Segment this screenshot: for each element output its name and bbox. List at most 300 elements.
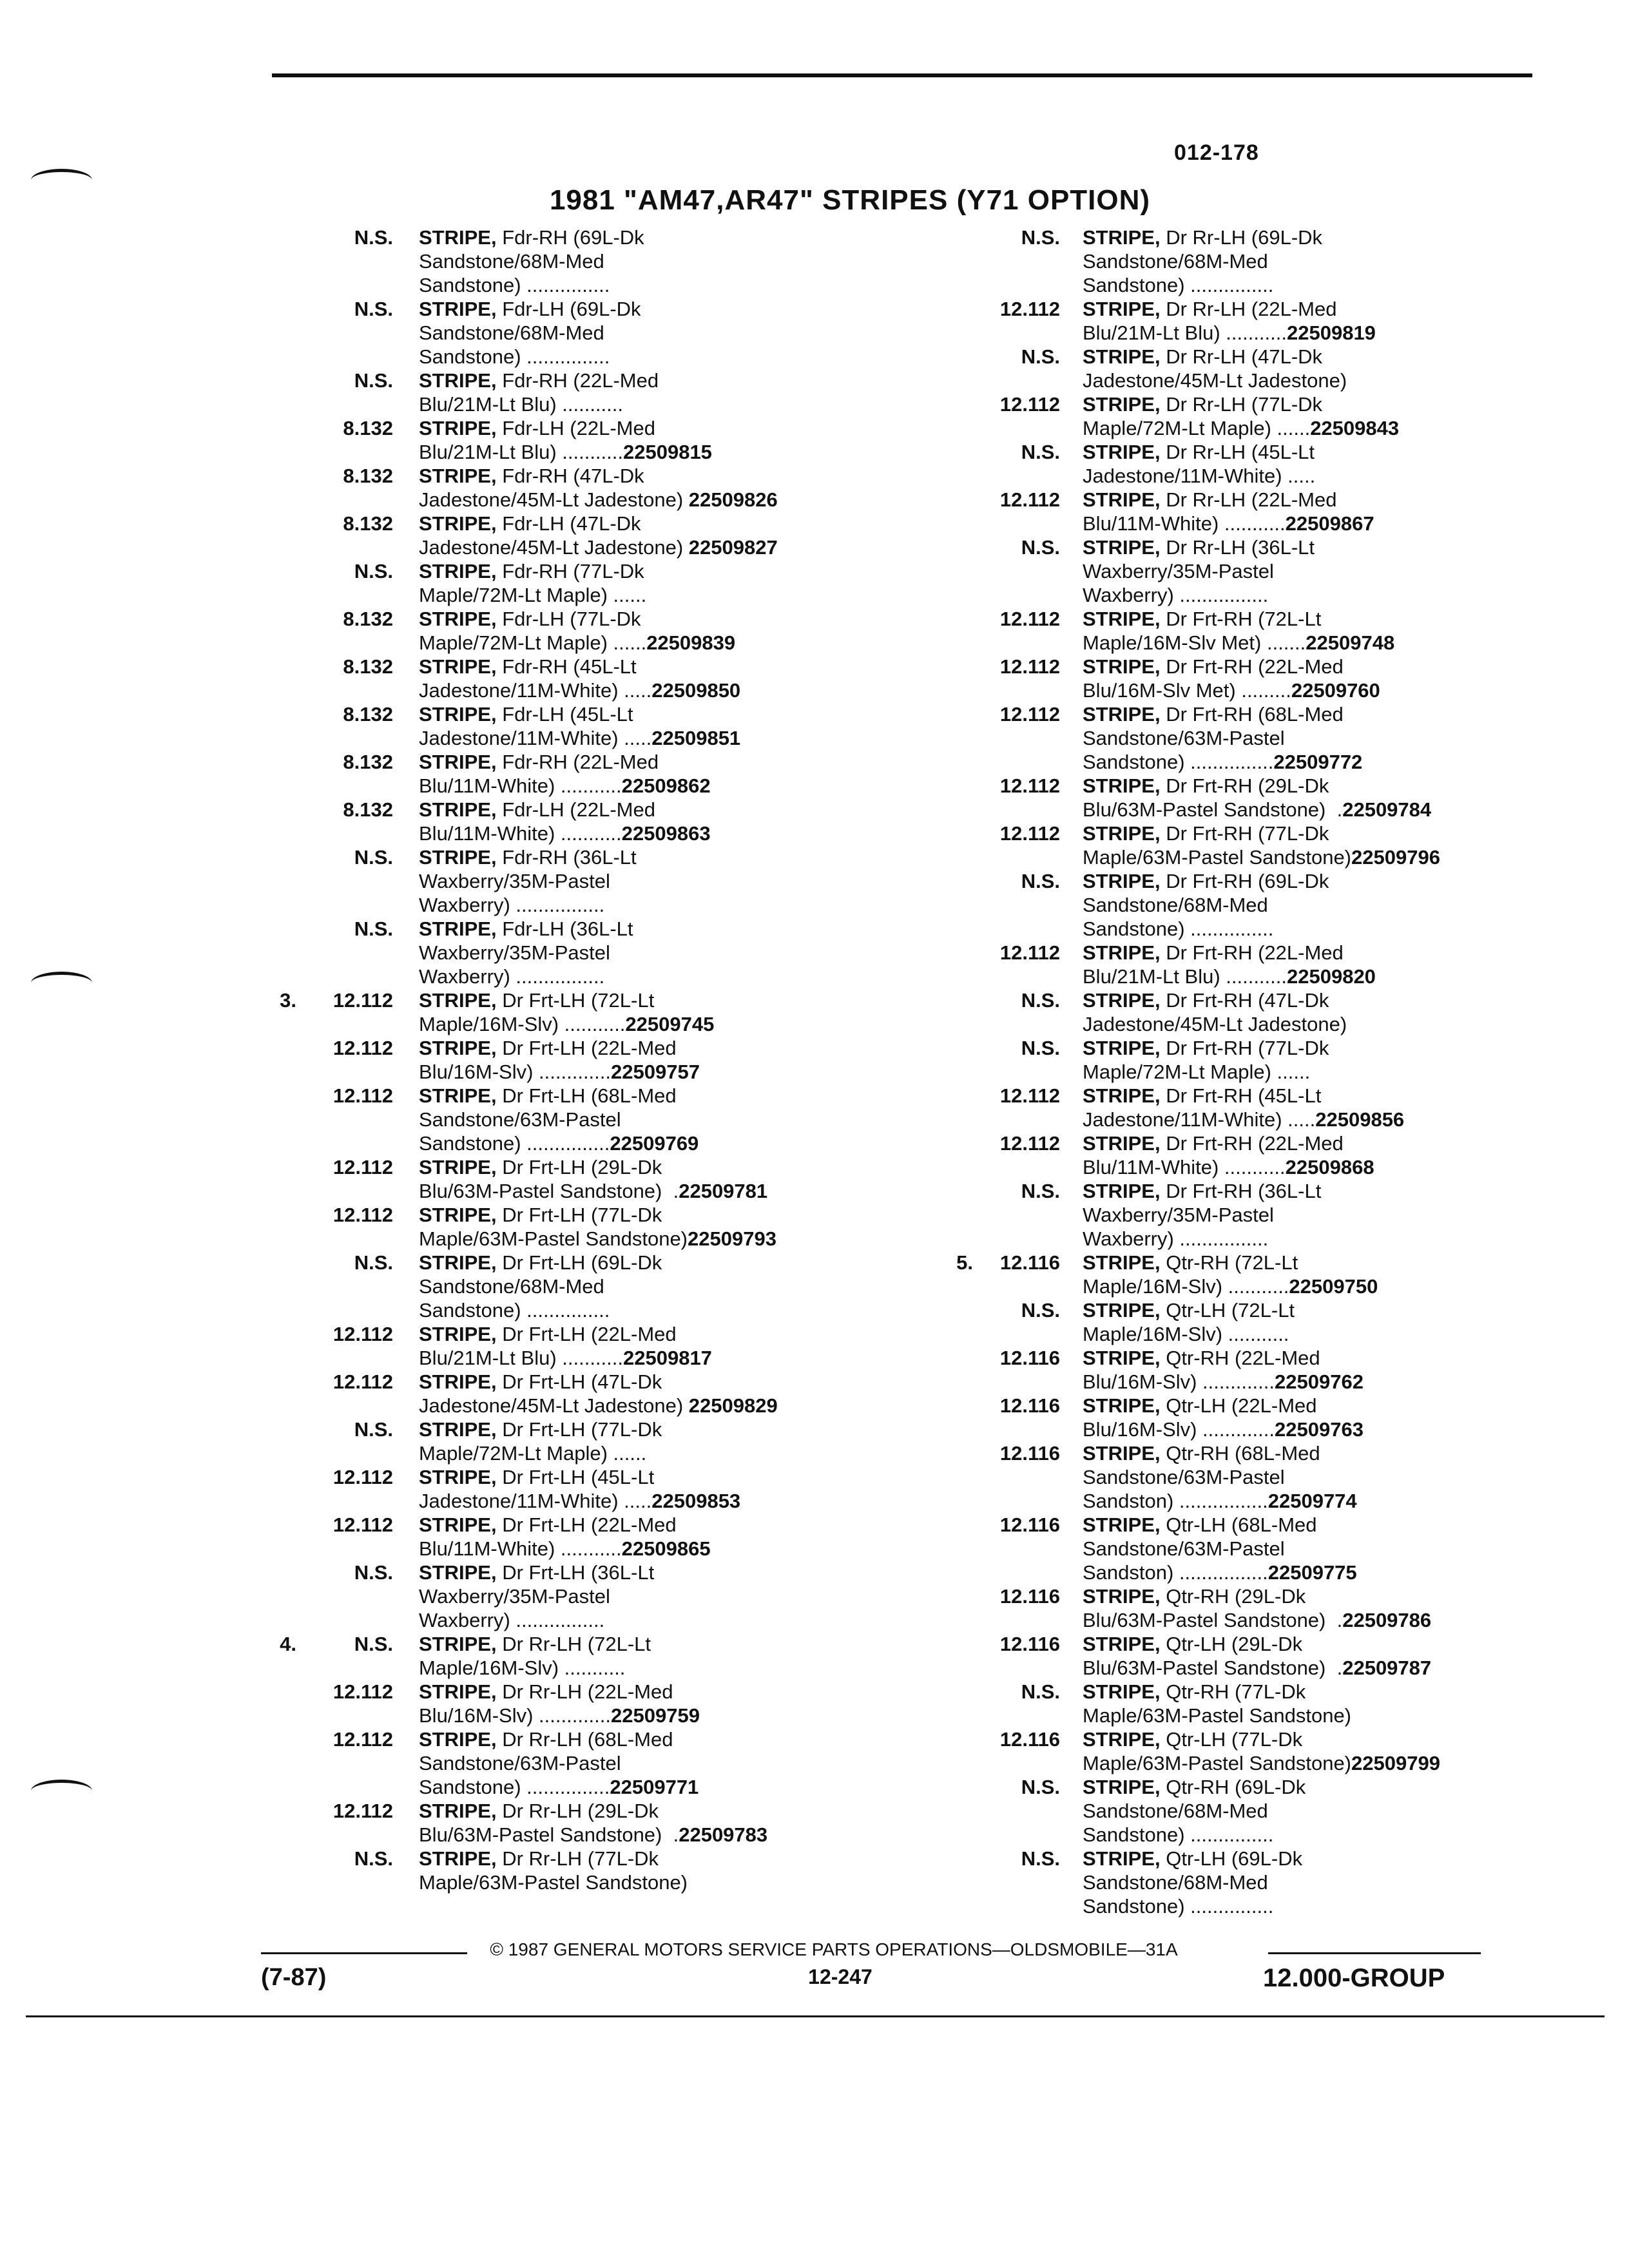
- part-description: [1083, 1298, 1440, 1346]
- group-reference: N.S.: [1021, 1776, 1060, 1798]
- part-description: [419, 988, 778, 1036]
- description-line: Sandstone/63M-Pastel: [419, 1752, 621, 1774]
- part-entry: [354, 369, 778, 416]
- part-name: STRIPE,: [419, 1466, 497, 1488]
- part-entry: [343, 416, 778, 464]
- group-reference: 12.112: [333, 1323, 393, 1345]
- part-name: STRIPE,: [419, 1680, 497, 1703]
- part-name: STRIPE,: [1083, 226, 1161, 249]
- part-number: 22509772: [1273, 751, 1363, 773]
- group-reference: 12.112: [333, 989, 393, 1012]
- callout-number: 5.: [956, 1251, 973, 1274]
- part-name: STRIPE,: [1083, 1776, 1161, 1798]
- part-name: STRIPE,: [1083, 1132, 1161, 1155]
- part-number: 22509759: [611, 1704, 700, 1727]
- part-number: 22509786: [1342, 1609, 1432, 1631]
- description-line: Blu/11M-White) ...........: [1083, 512, 1286, 535]
- part-entry: [280, 988, 778, 1036]
- description-line: Sandstone) ...............: [419, 1776, 610, 1798]
- part-name: STRIPE,: [419, 1800, 497, 1822]
- part-entry: [354, 917, 778, 988]
- part-description: [1083, 226, 1440, 297]
- description-line: Dr Frt-LH (22L-Med: [496, 1323, 677, 1345]
- binder-hole-mark: [31, 1780, 92, 1802]
- part-number: 22509868: [1285, 1156, 1374, 1178]
- group-reference: 8.132: [343, 798, 393, 821]
- description-line: Sandstone/68M-Med: [419, 250, 604, 273]
- description-line: Blu/16M-Slv) .............: [1083, 1370, 1275, 1393]
- description-line: Sandstone) ...............: [1083, 274, 1274, 296]
- part-name: STRIPE,: [419, 369, 497, 392]
- part-entry: [343, 512, 778, 559]
- part-entry: [999, 1131, 1440, 1179]
- part-entry: [1021, 226, 1440, 297]
- binder-hole-mark: [31, 169, 92, 191]
- group-reference: N.S.: [354, 1418, 393, 1441]
- description-line: Dr Rr-LH (47L-Dk: [1160, 345, 1323, 368]
- group-reference: N.S.: [1021, 870, 1060, 892]
- description-line: Maple/72M-Lt Maple) ......: [419, 1442, 647, 1465]
- part-entry: [280, 1632, 778, 1680]
- description-line: Qtr-LH (77L-Dk: [1160, 1728, 1303, 1751]
- description-line: Blu/21M-Lt Blu) ...........: [1083, 965, 1287, 988]
- part-name: STRIPE,: [419, 703, 497, 726]
- description-line: Dr Rr-LH (29L-Dk: [496, 1800, 659, 1822]
- group-reference: 12.112: [999, 822, 1060, 845]
- description-line: Dr Frt-RH (29L-Dk: [1160, 774, 1329, 797]
- part-entry: [999, 774, 1440, 822]
- part-description: [1083, 1084, 1440, 1131]
- description-line: Maple/63M-Pastel Sandstone): [1083, 846, 1352, 869]
- part-description: [1083, 702, 1440, 774]
- part-name: STRIPE,: [1083, 1514, 1161, 1536]
- group-reference: N.S.: [1021, 1299, 1060, 1321]
- part-name: STRIPE,: [1083, 822, 1161, 845]
- part-description: [419, 226, 778, 297]
- part-description: [1083, 869, 1440, 941]
- group-reference: N.S.: [354, 1251, 393, 1274]
- part-description: [419, 702, 778, 750]
- group-reference: N.S.: [1021, 441, 1060, 463]
- description-line: Qtr-RH (77L-Dk: [1160, 1680, 1306, 1703]
- description-line: Fdr-LH (77L-Dk: [496, 608, 641, 630]
- part-entry: [354, 559, 778, 607]
- description-line: Sandston) ................: [1083, 1561, 1268, 1584]
- description-line: Sandstone/68M-Med: [1083, 1800, 1268, 1822]
- description-line: Fdr-LH (45L-Lt: [496, 703, 633, 726]
- group-reference: 12.116: [999, 1251, 1060, 1274]
- group-reference: 12.116: [999, 1442, 1060, 1465]
- part-number: 22509769: [610, 1132, 699, 1155]
- part-name: STRIPE,: [1083, 1251, 1161, 1274]
- part-description: [1083, 1727, 1440, 1775]
- part-name: STRIPE,: [419, 798, 497, 821]
- description-line: Blu/11M-White) ...........: [419, 1537, 622, 1560]
- group-reference: 12.112: [333, 1514, 393, 1536]
- part-entry: [999, 488, 1440, 535]
- part-entry: [999, 822, 1440, 869]
- part-description: [1083, 488, 1440, 535]
- part-description: [419, 917, 778, 988]
- part-entry: [999, 1084, 1440, 1131]
- group-reference: 8.132: [343, 655, 393, 678]
- group-reference: 12.112: [999, 393, 1060, 416]
- part-entry: [999, 297, 1440, 345]
- description-line: Qtr-RH (69L-Dk: [1160, 1776, 1306, 1798]
- part-description: [1083, 440, 1440, 488]
- group-reference: 12.112: [333, 1084, 393, 1107]
- part-description: [1083, 655, 1440, 702]
- part-entry: [999, 702, 1440, 774]
- part-description: [419, 845, 778, 917]
- group-reference: N.S.: [354, 1633, 393, 1655]
- group-reference: N.S.: [354, 369, 393, 392]
- description-line: Sandston) ................: [1083, 1490, 1268, 1512]
- description-line: Dr Rr-LH (45L-Lt: [1160, 441, 1315, 463]
- group-reference: N.S.: [354, 560, 393, 582]
- description-line: Qtr-LH (69L-Dk: [1160, 1847, 1303, 1870]
- part-entry: [354, 1418, 778, 1465]
- part-name: STRIPE,: [419, 560, 497, 582]
- description-line: Sandstone) ...............: [419, 1132, 610, 1155]
- part-description: [419, 464, 778, 512]
- part-name: STRIPE,: [419, 1514, 497, 1536]
- group-reference: 12.112: [333, 1156, 393, 1178]
- description-line: Sandstone) ...............: [419, 345, 610, 368]
- description-line: Blu/16M-Slv) .............: [419, 1704, 612, 1727]
- part-description: [419, 655, 778, 702]
- description-line: Jadestone/45M-Lt Jadestone): [419, 536, 689, 559]
- part-name: STRIPE,: [1083, 1633, 1161, 1655]
- part-description: [1083, 297, 1440, 345]
- description-line: Dr Frt-RH (77L-Dk: [1160, 1037, 1329, 1059]
- part-entry: [1021, 1847, 1440, 1918]
- part-entry: [333, 1084, 778, 1155]
- part-number: 22509775: [1268, 1561, 1357, 1584]
- group-reference: N.S.: [1021, 345, 1060, 368]
- part-name: STRIPE,: [1083, 655, 1161, 678]
- description-line: Blu/16M-Slv Met) .........: [1083, 679, 1291, 702]
- description-line: Maple/16M-Slv) ...........: [419, 1013, 626, 1035]
- part-name: STRIPE,: [1083, 536, 1161, 559]
- group-reference: N.S.: [1021, 1180, 1060, 1202]
- description-line: Sandstone) ...............: [1083, 1895, 1274, 1917]
- part-number: 22509819: [1287, 322, 1376, 344]
- part-description: [419, 1251, 778, 1322]
- description-line: Jadestone/45M-Lt Jadestone): [419, 488, 689, 511]
- part-entry: [999, 392, 1440, 440]
- group-reference: 12.112: [333, 1204, 393, 1226]
- description-line: Fdr-RH (36L-Lt: [496, 846, 637, 869]
- description-line: Dr Rr-LH (36L-Lt: [1160, 536, 1315, 559]
- part-description: [1083, 988, 1440, 1036]
- part-entry: [343, 798, 778, 845]
- part-entry: [354, 1561, 778, 1632]
- part-name: STRIPE,: [1083, 345, 1161, 368]
- description-line: Fdr-RH (22L-Med: [496, 369, 659, 392]
- part-name: STRIPE,: [1083, 1299, 1161, 1321]
- part-number: 22509784: [1342, 798, 1432, 821]
- description-line: Maple/16M-Slv) ...........: [1083, 1323, 1289, 1345]
- part-description: [419, 1155, 778, 1203]
- part-description: [419, 1513, 778, 1561]
- part-name: STRIPE,: [419, 1204, 497, 1226]
- part-number: 22509843: [1310, 417, 1400, 439]
- part-entry: [956, 1251, 1440, 1298]
- part-name: STRIPE,: [419, 1251, 497, 1274]
- part-description: [419, 369, 778, 416]
- description-line: Blu/16M-Slv) .............: [419, 1061, 612, 1083]
- description-line: Dr Frt-RH (68L-Med: [1160, 703, 1344, 726]
- part-description: [419, 1561, 778, 1632]
- description-line: Fdr-RH (22L-Med: [496, 751, 659, 773]
- part-name: STRIPE,: [419, 1847, 497, 1870]
- part-number: 22509817: [623, 1347, 712, 1369]
- description-line: Jadestone/11M-White) .....: [419, 1490, 652, 1512]
- description-line: Fdr-LH (22L-Med: [496, 798, 655, 821]
- description-line: Sandstone/68M-Med: [1083, 250, 1268, 273]
- description-line: Blu/21M-Lt Blu) ...........: [1083, 322, 1287, 344]
- description-line: Dr Frt-RH (45L-Lt: [1160, 1084, 1322, 1107]
- part-name: STRIPE,: [1083, 1180, 1161, 1202]
- part-description: [1083, 1632, 1440, 1680]
- part-description: [419, 1084, 778, 1155]
- description-line: Fdr-RH (69L-Dk: [496, 226, 644, 249]
- part-entry: [1021, 1298, 1440, 1346]
- part-number: 22509760: [1291, 679, 1380, 702]
- part-name: STRIPE,: [1083, 298, 1161, 320]
- group-reference: 12.116: [999, 1728, 1060, 1751]
- part-name: STRIPE,: [419, 655, 497, 678]
- part-number: 22509815: [623, 441, 712, 463]
- part-number: 22509763: [1275, 1418, 1364, 1441]
- part-name: STRIPE,: [419, 417, 497, 439]
- right-parts-column: [956, 226, 1440, 1918]
- description-line: Sandstone/63M-Pastel: [419, 1108, 621, 1131]
- description-line: Jadestone/45M-Lt Jadestone): [1083, 1013, 1347, 1035]
- description-line: Dr Frt-LH (69L-Dk: [496, 1251, 662, 1274]
- part-name: STRIPE,: [419, 1418, 497, 1441]
- part-entry: [1021, 869, 1440, 941]
- part-name: STRIPE,: [419, 512, 497, 535]
- description-line: Sandstone/63M-Pastel: [1083, 1537, 1285, 1560]
- part-number: 22509826: [688, 488, 778, 511]
- description-line: Waxberry/35M-Pastel: [419, 870, 610, 892]
- description-line: Sandstone/68M-Med: [419, 1275, 604, 1298]
- group-reference: N.S.: [354, 918, 393, 940]
- part-description: [419, 1036, 778, 1084]
- description-line: Blu/63M-Pastel Sandstone) .: [419, 1180, 679, 1202]
- callout-number: 3.: [280, 989, 296, 1012]
- description-line: Waxberry/35M-Pastel: [1083, 1204, 1274, 1226]
- part-entry: [333, 1680, 778, 1727]
- part-name: STRIPE,: [1083, 870, 1161, 892]
- group-reference: 12.112: [999, 703, 1060, 726]
- part-description: [419, 1418, 778, 1465]
- part-name: STRIPE,: [419, 1561, 497, 1584]
- description-line: Dr Frt-RH (69L-Dk: [1160, 870, 1329, 892]
- footer-group: 12.000-GROUP: [1263, 1964, 1445, 1992]
- description-line: Jadestone/11M-White) .....: [419, 727, 652, 749]
- part-name: STRIPE,: [419, 226, 497, 249]
- description-line: Maple/16M-Slv) ...........: [419, 1657, 626, 1679]
- part-number: 22509796: [1351, 846, 1440, 869]
- group-reference: N.S.: [1021, 1847, 1060, 1870]
- description-line: Waxberry/35M-Pastel: [419, 1585, 610, 1608]
- part-number: 22509748: [1306, 631, 1395, 654]
- group-reference: 12.116: [999, 1633, 1060, 1655]
- part-entry: [333, 1322, 778, 1370]
- group-reference: 12.112: [333, 1800, 393, 1822]
- group-reference: 12.112: [333, 1680, 393, 1703]
- description-line: Dr Rr-LH (68L-Med: [496, 1728, 673, 1751]
- description-line: Blu/21M-Lt Blu) ...........: [419, 1347, 623, 1369]
- description-line: Dr Frt-LH (45L-Lt: [496, 1466, 655, 1488]
- description-line: Sandstone) ...............: [1083, 918, 1274, 940]
- description-line: Fdr-LH (47L-Dk: [496, 512, 641, 535]
- group-reference: 8.132: [343, 703, 393, 726]
- part-name: STRIPE,: [419, 1323, 497, 1345]
- description-line: Dr Rr-LH (72L-Lt: [496, 1633, 651, 1655]
- part-entry: [1021, 1179, 1440, 1251]
- description-line: Fdr-RH (45L-Lt: [496, 655, 637, 678]
- description-line: Maple/72M-Lt Maple) ......: [419, 584, 647, 606]
- part-number: 22509771: [610, 1776, 699, 1798]
- description-line: Sandstone) ...............: [1083, 751, 1274, 773]
- part-entry: [333, 1203, 778, 1251]
- group-reference: N.S.: [354, 1561, 393, 1584]
- description-line: Fdr-RH (77L-Dk: [496, 560, 644, 582]
- description-line: Qtr-RH (68L-Med: [1160, 1442, 1320, 1465]
- description-line: Maple/16M-Slv) ...........: [1083, 1275, 1289, 1298]
- description-line: Qtr-LH (72L-Lt: [1160, 1299, 1295, 1321]
- group-reference: N.S.: [1021, 536, 1060, 559]
- part-name: STRIPE,: [1083, 608, 1161, 630]
- group-reference: 8.132: [343, 608, 393, 630]
- part-description: [419, 1680, 778, 1727]
- description-line: Jadestone/45M-Lt Jadestone): [419, 1394, 689, 1417]
- description-line: Dr Frt-LH (22L-Med: [496, 1514, 677, 1536]
- part-name: STRIPE,: [419, 1037, 497, 1059]
- part-name: STRIPE,: [419, 846, 497, 869]
- part-name: STRIPE,: [1083, 1847, 1161, 1870]
- description-line: Waxberry) ................: [419, 894, 605, 916]
- part-entry: [1021, 535, 1440, 607]
- description-line: Fdr-RH (47L-Dk: [496, 465, 644, 487]
- description-line: Maple/63M-Pastel Sandstone): [1083, 1704, 1352, 1727]
- description-line: Blu/21M-Lt Blu) ...........: [419, 393, 623, 416]
- group-reference: 12.112: [999, 298, 1060, 320]
- part-description: [1083, 1251, 1440, 1298]
- part-entry: [333, 1799, 778, 1847]
- part-description: [1083, 1513, 1440, 1584]
- description-line: Fdr-LH (22L-Med: [496, 417, 655, 439]
- group-reference: 12.112: [999, 1084, 1060, 1107]
- part-name: STRIPE,: [1083, 774, 1161, 797]
- description-line: Waxberry) ................: [419, 1609, 605, 1631]
- part-entry: [999, 607, 1440, 655]
- part-entry: [354, 1847, 778, 1894]
- group-reference: 12.112: [999, 488, 1060, 511]
- description-line: Jadestone/11M-White) .....: [419, 679, 652, 702]
- part-entry: [999, 1513, 1440, 1584]
- part-name: STRIPE,: [1083, 1585, 1161, 1608]
- description-line: Blu/11M-White) ...........: [419, 822, 622, 845]
- part-description: [1083, 1131, 1440, 1179]
- description-line: Maple/72M-Lt Maple) ......: [1083, 417, 1311, 439]
- part-number: 22509762: [1275, 1370, 1364, 1393]
- part-description: [1083, 1441, 1440, 1513]
- description-line: Dr Frt-LH (36L-Lt: [496, 1561, 655, 1584]
- part-description: [1083, 1584, 1440, 1632]
- group-reference: 12.112: [333, 1370, 393, 1393]
- group-reference: 12.116: [999, 1347, 1060, 1369]
- part-name: STRIPE,: [419, 918, 497, 940]
- part-description: [1083, 607, 1440, 655]
- part-number: 22509853: [651, 1490, 741, 1512]
- part-entry: [354, 297, 778, 369]
- part-description: [419, 297, 778, 369]
- description-line: Fdr-LH (36L-Lt: [496, 918, 633, 940]
- description-line: Jadestone/45M-Lt Jadestone): [1083, 369, 1347, 392]
- part-name: STRIPE,: [1083, 703, 1161, 726]
- part-entry: [1021, 1775, 1440, 1847]
- description-line: Sandstone/68M-Med: [1083, 894, 1268, 916]
- description-line: Waxberry/35M-Pastel: [419, 941, 610, 964]
- description-line: Sandstone/68M-Med: [419, 322, 604, 344]
- group-reference: 8.132: [343, 465, 393, 487]
- description-line: Dr Rr-LH (77L-Dk: [496, 1847, 659, 1870]
- group-reference: N.S.: [354, 846, 393, 869]
- part-name: STRIPE,: [419, 1633, 497, 1655]
- group-reference: 12.116: [999, 1394, 1060, 1417]
- description-line: Sandstone) ...............: [419, 274, 610, 296]
- part-number: 22509851: [651, 727, 741, 749]
- description-line: Maple/63M-Pastel Sandstone): [419, 1227, 688, 1250]
- part-description: [419, 1370, 778, 1418]
- part-name: STRIPE,: [1083, 989, 1161, 1012]
- part-entry: [354, 1251, 778, 1322]
- group-reference: 12.116: [999, 1585, 1060, 1608]
- part-name: STRIPE,: [419, 989, 497, 1012]
- part-number: 22509850: [651, 679, 741, 702]
- description-line: Dr Rr-LH (69L-Dk: [1160, 226, 1323, 249]
- part-description: [419, 1465, 778, 1513]
- part-number: 22509783: [679, 1823, 768, 1846]
- part-number: 22509774: [1268, 1490, 1357, 1512]
- group-reference: 12.112: [333, 1728, 393, 1751]
- part-number: 22509863: [621, 822, 711, 845]
- part-description: [419, 512, 778, 559]
- description-line: Dr Frt-RH (22L-Med: [1160, 1132, 1344, 1155]
- description-line: Qtr-LH (68L-Med: [1160, 1514, 1317, 1536]
- group-reference: N.S.: [354, 298, 393, 320]
- part-description: [1083, 941, 1440, 988]
- description-line: Waxberry) ................: [1083, 1227, 1269, 1250]
- part-entry: [354, 845, 778, 917]
- description-line: Sandstone) ...............: [419, 1299, 610, 1321]
- part-name: STRIPE,: [1083, 941, 1161, 964]
- part-name: STRIPE,: [1083, 488, 1161, 511]
- part-description: [1083, 345, 1440, 392]
- part-description: [1083, 1036, 1440, 1084]
- group-reference: N.S.: [1021, 226, 1060, 249]
- description-line: Fdr-LH (69L-Dk: [496, 298, 641, 320]
- part-number: 22509787: [1342, 1657, 1432, 1679]
- description-line: Blu/11M-White) ...........: [1083, 1156, 1286, 1178]
- part-name: STRIPE,: [419, 1728, 497, 1751]
- part-description: [1083, 1346, 1440, 1394]
